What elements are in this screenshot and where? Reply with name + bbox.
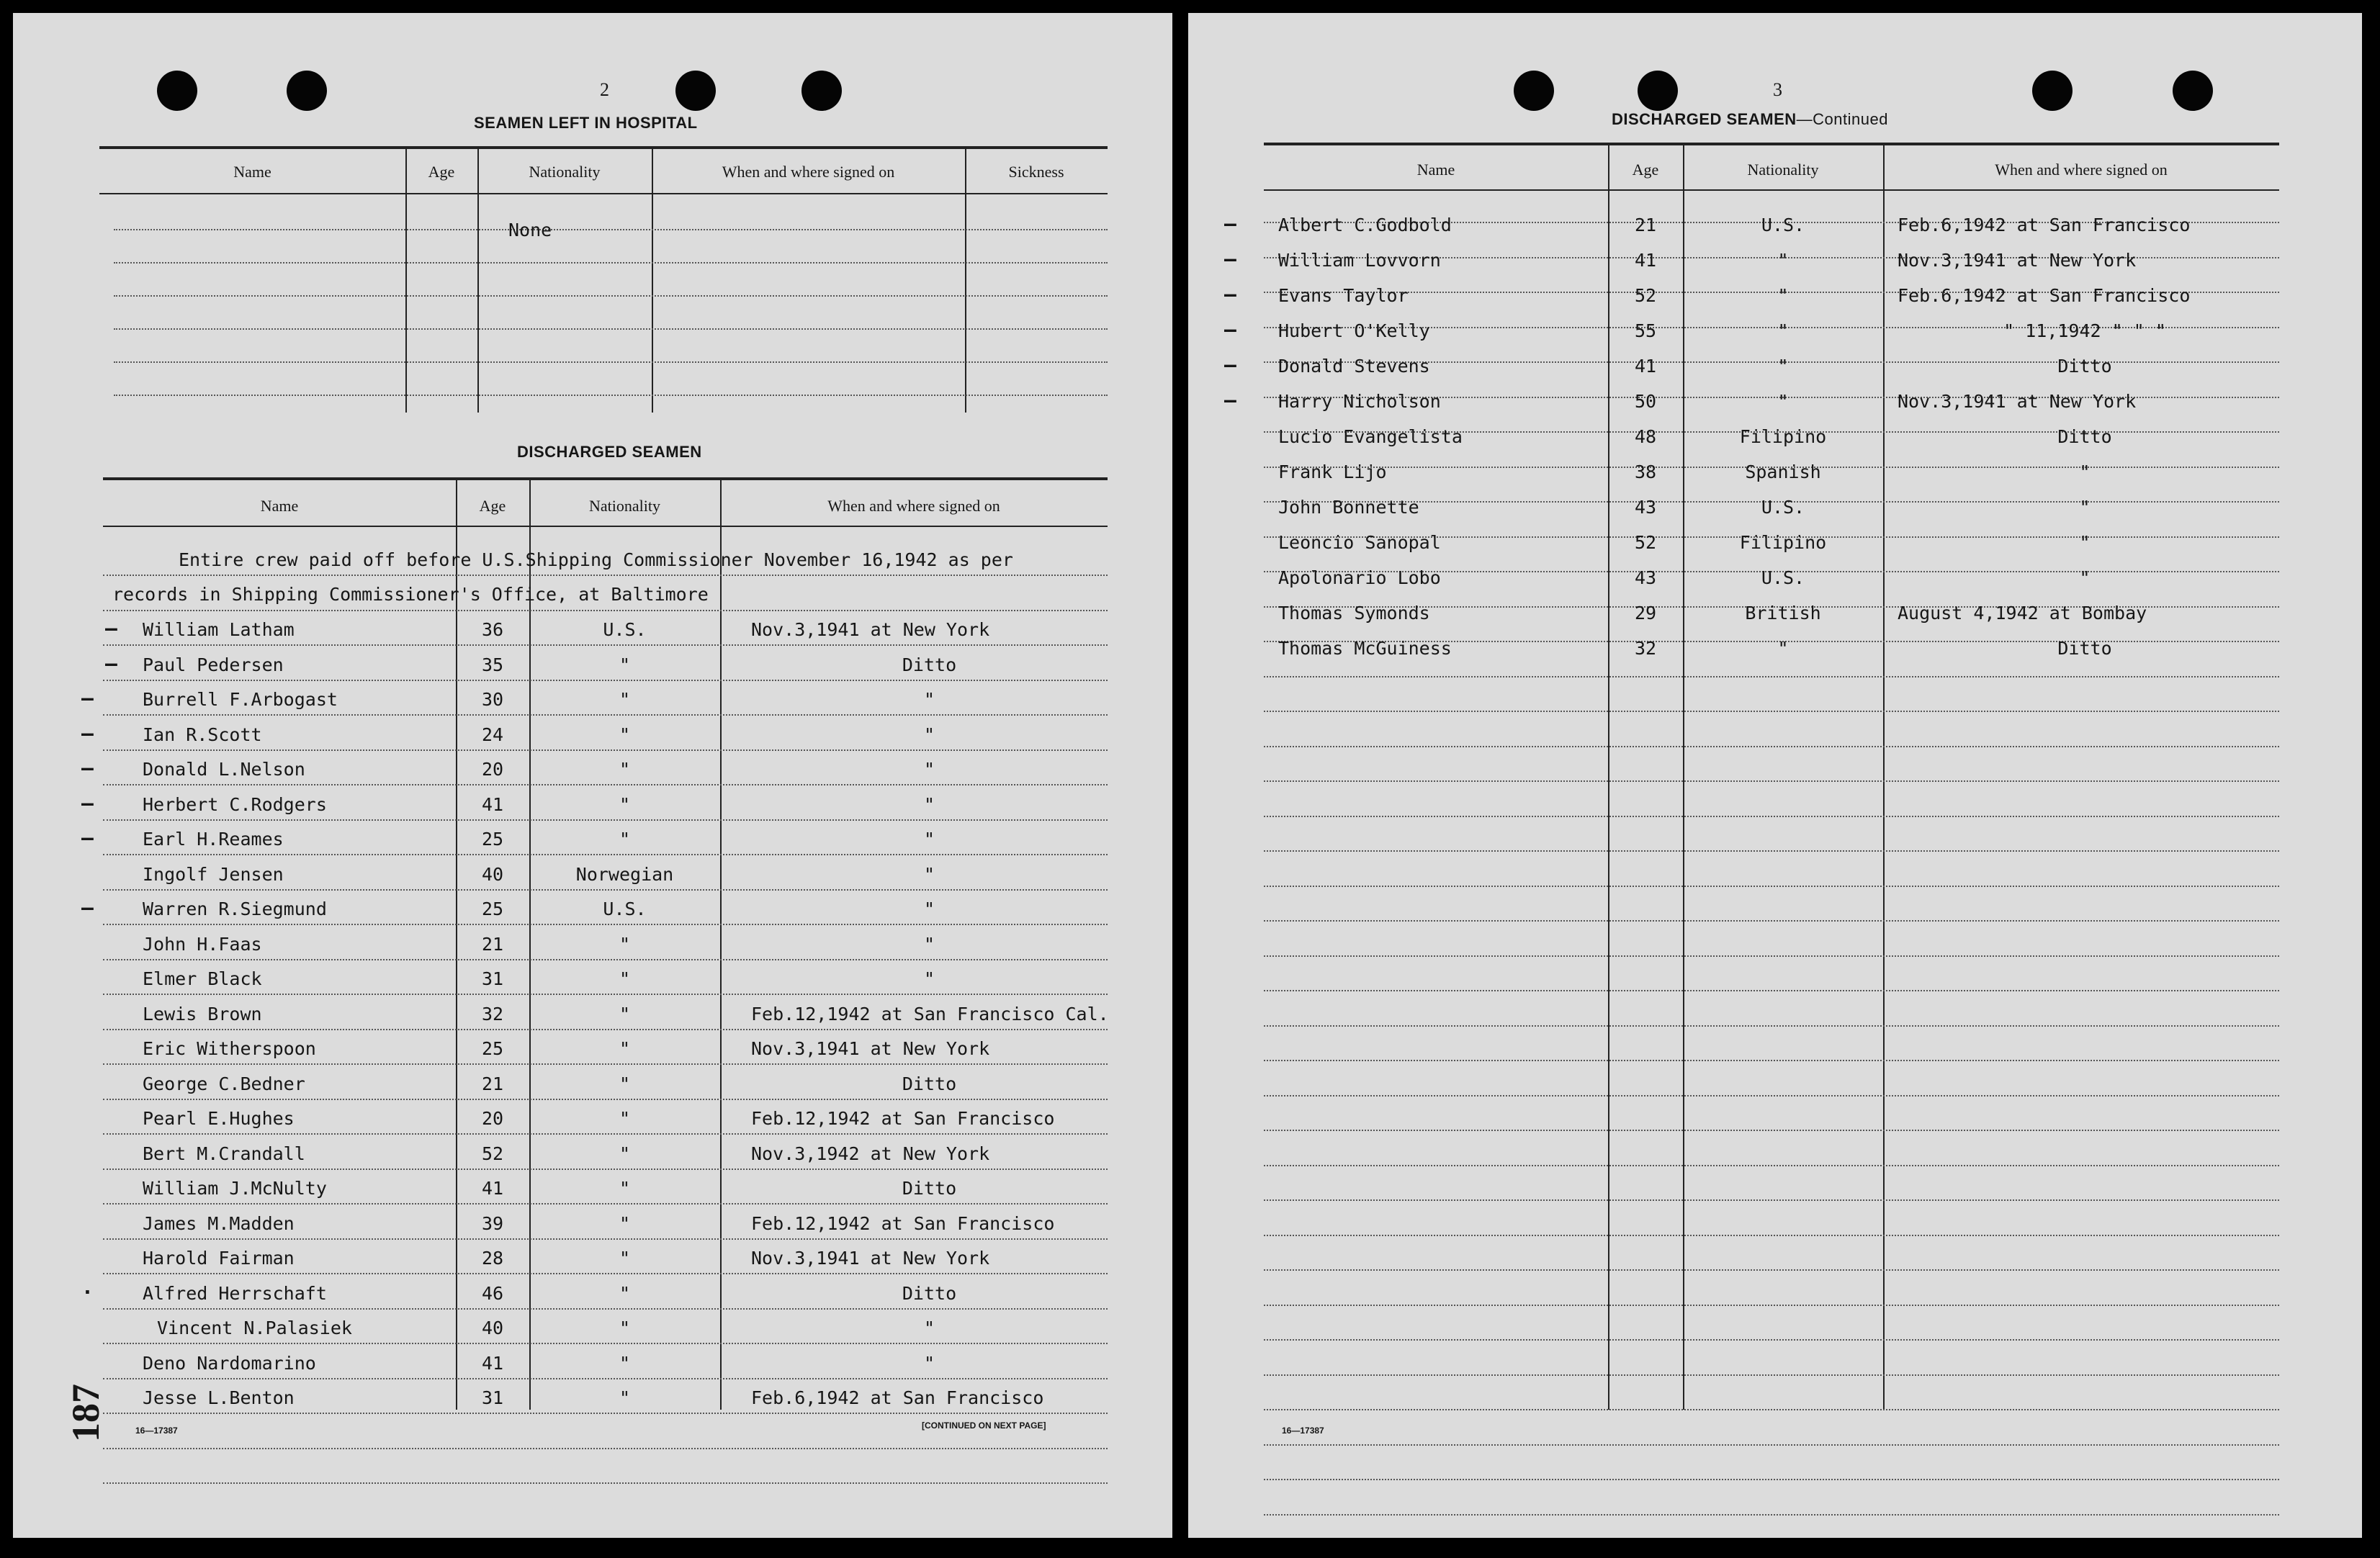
table-row <box>13 1318 1172 1346</box>
seaman-age: 28 <box>481 1248 504 1269</box>
check-mark: — <box>81 896 94 919</box>
seaman-nationality: Norwegian <box>575 863 674 885</box>
ruled-line <box>114 328 1108 330</box>
ruled-line <box>1264 990 2279 991</box>
seaman-age: 25 <box>481 899 504 919</box>
seaman-signed-on: " <box>923 724 935 745</box>
seaman-age: 40 <box>481 1318 504 1338</box>
punch-hole <box>1638 71 1678 111</box>
header-rule <box>103 526 1108 527</box>
seaman-age: 35 <box>481 654 504 675</box>
punch-hole <box>157 71 197 111</box>
seaman-nationality: " <box>619 1108 631 1129</box>
column-header: Nationality <box>1747 161 1819 179</box>
column-header: When and where signed on <box>827 497 1000 515</box>
seaman-age: 36 <box>481 619 504 640</box>
seaman-signed-on: Nov.3,1941 at New York <box>1898 391 2137 412</box>
table-row <box>13 616 1172 648</box>
column-header: Age <box>1632 161 1659 179</box>
table-row <box>1188 353 2362 384</box>
seaman-nationality: U.S. <box>1761 215 1805 235</box>
seaman-nationality: " <box>619 1212 631 1234</box>
seaman-signed-on: " <box>923 689 935 710</box>
table-row <box>13 1248 1172 1276</box>
check-mark: — <box>105 616 117 640</box>
seaman-signed-on: " <box>2079 532 2091 553</box>
seaman-age: 52 <box>1634 285 1657 306</box>
seaman-nationality: Spanish <box>1745 461 1821 482</box>
punch-hole <box>1514 71 1554 111</box>
seaman-name: Lucio Evangelista <box>1278 426 1463 447</box>
seaman-name: Deno Nardomarino <box>143 1352 316 1374</box>
page-stamp: 187 <box>64 1384 107 1442</box>
seaman-nationality: " <box>619 724 631 745</box>
ruled-line <box>1264 1095 2279 1097</box>
right-title: DISCHARGED SEAMEN—Continued <box>1612 110 1888 128</box>
check-mark: — <box>81 721 94 745</box>
seaman-signed-on: Feb.12,1942 at San Francisco <box>751 1212 1055 1234</box>
seaman-nationality: U.S. <box>603 899 647 919</box>
seaman-age: 30 <box>481 689 504 710</box>
seaman-nationality: U.S. <box>603 619 647 640</box>
seaman-age: 43 <box>1634 497 1657 518</box>
seaman-name: Ingolf Jensen <box>143 863 284 885</box>
table-row <box>1188 388 2362 420</box>
seaman-name: Thomas McGuiness <box>1278 638 1452 659</box>
check-mark: — <box>1224 318 1236 341</box>
column-header: Age <box>479 497 506 515</box>
seaman-signed-on: Ditto <box>2057 426 2112 447</box>
seaman-nationality: " <box>619 1178 631 1199</box>
seaman-signed-on: Feb.12,1942 at San Francisco Cal. <box>751 1003 1109 1025</box>
ruled-line <box>1264 780 2279 782</box>
seaman-age: 48 <box>1634 426 1657 447</box>
seaman-age: 50 <box>1634 391 1657 412</box>
check-mark: — <box>1224 388 1236 412</box>
right-page <box>1188 13 2362 1538</box>
seaman-age: 41 <box>481 793 504 815</box>
seaman-name: Herbert C.Rodgers <box>143 793 327 815</box>
seaman-signed-on: " <box>923 933 935 955</box>
table-row <box>13 1108 1172 1137</box>
seaman-nationality: " <box>619 1073 631 1094</box>
seaman-nationality: " <box>619 829 631 850</box>
seaman-name: George C.Bedner <box>143 1073 305 1094</box>
ruled-line <box>114 262 1108 264</box>
seaman-name: Thomas Symonds <box>1278 603 1430 623</box>
ruled-line <box>114 395 1108 396</box>
seaman-age: 41 <box>481 1352 504 1374</box>
table-row <box>13 1178 1172 1207</box>
column-header: Name <box>260 497 299 515</box>
check-mark: — <box>1224 212 1236 235</box>
seaman-name: Evans Taylor <box>1278 285 1409 306</box>
seaman-age: 31 <box>481 968 504 989</box>
note-line-1: Entire crew paid off before U.S.Shipping Commissioner November 16,1942 as per <box>179 549 1013 570</box>
table-row <box>1188 282 2362 314</box>
seaman-signed-on: Ditto <box>902 1073 957 1094</box>
column-header: Name <box>233 163 271 181</box>
seaman-nationality: " <box>1777 285 1789 306</box>
seaman-age: 21 <box>481 1073 504 1094</box>
table-row <box>1188 212 2362 243</box>
left-page <box>13 13 1172 1538</box>
seaman-nationality: U.S. <box>1761 497 1805 518</box>
seaman-name: James M.Madden <box>143 1212 295 1234</box>
table-row <box>1188 567 2362 596</box>
ruled-line <box>1264 1444 2279 1446</box>
seaman-age: 21 <box>1634 215 1657 235</box>
seaman-nationality: " <box>619 654 631 675</box>
column-header: Name <box>1416 161 1455 179</box>
seaman-name: Jesse L.Benton <box>143 1387 295 1408</box>
table-row <box>1188 638 2362 667</box>
seaman-signed-on: " <box>923 1318 935 1338</box>
seaman-nationality: Filipino <box>1739 532 1827 553</box>
ruled-line <box>103 1482 1108 1484</box>
seaman-signed-on: Feb.12,1942 at San Francisco <box>751 1108 1055 1129</box>
seaman-name: William Lovvorn <box>1278 250 1441 271</box>
seaman-nationality: " <box>619 933 631 955</box>
table-row <box>1188 426 2362 455</box>
seaman-name: Warren R.Siegmund <box>143 899 327 919</box>
ruled-line <box>1264 1514 2279 1516</box>
seaman-age: 41 <box>1634 356 1657 377</box>
seaman-nationality: " <box>619 1248 631 1269</box>
ruled-line <box>1264 1479 2279 1480</box>
ruled-line <box>103 575 1108 576</box>
ruled-line <box>1264 1374 2279 1376</box>
seaman-age: 40 <box>481 863 504 885</box>
seaman-nationality: " <box>1777 391 1789 412</box>
seaman-nationality: " <box>619 793 631 815</box>
ruled-line <box>114 229 1108 230</box>
seaman-name: Donald Stevens <box>1278 356 1430 377</box>
header-rule <box>1264 189 2279 191</box>
table-row <box>13 1353 1172 1382</box>
seaman-signed-on: August 4,1942 at Bombay <box>1898 603 2147 623</box>
page-number: 3 <box>1773 79 1782 100</box>
seaman-signed-on: Nov.3,1941 at New York <box>1898 250 2137 271</box>
check-mark: — <box>81 826 94 850</box>
seaman-name: Apolonario Lobo <box>1278 567 1441 588</box>
seaman-age: 32 <box>481 1003 504 1025</box>
seaman-signed-on: " 11,1942 " " " <box>2003 320 2166 341</box>
seaman-name: Eric Witherspoon <box>143 1038 316 1059</box>
table-row <box>1188 532 2362 561</box>
seaman-nationality: " <box>619 1352 631 1374</box>
seaman-name: Pearl E.Hughes <box>143 1108 295 1129</box>
seaman-nationality: " <box>619 1143 631 1164</box>
ruled-line <box>1264 955 2279 957</box>
seaman-age: 20 <box>481 759 504 780</box>
seaman-age: 20 <box>481 1108 504 1129</box>
seaman-name: Leoncio Sanopal <box>1278 532 1441 553</box>
hospital-title: SEAMEN LEFT IN HOSPITAL <box>474 114 698 132</box>
column-header: When and where signed on <box>1995 161 2168 179</box>
ruled-line <box>1264 1025 2279 1027</box>
ruled-line <box>1264 1339 2279 1341</box>
seaman-age: 24 <box>481 724 504 745</box>
ruled-line <box>103 610 1108 611</box>
seaman-nationality: " <box>619 1318 631 1338</box>
ruled-line <box>1264 711 2279 712</box>
form-number: 16—17387 <box>1282 1426 1324 1436</box>
table-row <box>13 826 1172 857</box>
table-row <box>1188 497 2362 526</box>
ruled-line <box>1264 746 2279 747</box>
seaman-signed-on: Feb.6,1942 at San Francisco <box>1898 285 2191 306</box>
punch-hole <box>2032 71 2073 111</box>
ruled-line <box>1264 1060 2279 1061</box>
seaman-nationality: " <box>1777 356 1789 377</box>
table-row <box>1188 247 2362 279</box>
seaman-name: Vincent N.Palasiek <box>157 1318 352 1338</box>
seaman-signed-on: " <box>923 759 935 780</box>
check-mark: — <box>105 651 117 675</box>
seaman-name: Elmer Black <box>143 968 262 989</box>
discharged-title: DISCHARGED SEAMEN <box>517 443 702 461</box>
seaman-signed-on: Nov.3,1941 at New York <box>751 1038 990 1059</box>
seaman-name: Lewis Brown <box>143 1003 262 1025</box>
punch-hole <box>2173 71 2213 111</box>
seaman-signed-on: " <box>923 863 935 885</box>
seaman-signed-on: Ditto <box>902 654 957 675</box>
table-row <box>13 1004 1172 1032</box>
seaman-age: 46 <box>481 1282 504 1304</box>
seaman-nationality: " <box>619 1387 631 1408</box>
seaman-signed-on: " <box>923 968 935 989</box>
ruled-line <box>1264 1409 2279 1410</box>
seaman-name: John Bonnette <box>1278 497 1419 518</box>
note-line-2: records in Shipping Commissioner's Office, at Baltimore <box>112 584 709 605</box>
seaman-name: Albert C.Godbold <box>1278 215 1452 235</box>
punch-hole <box>801 71 842 111</box>
page-number: 2 <box>600 79 609 100</box>
seaman-nationality: " <box>619 1038 631 1059</box>
table-row <box>13 968 1172 997</box>
ruled-line <box>1264 886 2279 887</box>
check-mark: · <box>81 1279 94 1304</box>
table-row <box>13 651 1172 683</box>
ruled-line <box>1264 1269 2279 1271</box>
seaman-age: 29 <box>1634 603 1657 623</box>
check-mark: — <box>1224 247 1236 271</box>
seaman-signed-on: " <box>923 899 935 919</box>
seaman-signed-on: Ditto <box>2057 638 2112 659</box>
table-row <box>13 864 1172 893</box>
seaman-nationality: " <box>619 968 631 989</box>
seaman-name: Donald L.Nelson <box>143 759 305 780</box>
seaman-age: 38 <box>1634 461 1657 482</box>
table-row <box>13 896 1172 927</box>
table-row <box>13 721 1172 753</box>
table-row <box>1188 603 2362 631</box>
seaman-signed-on: " <box>2079 461 2091 482</box>
ruled-line <box>1264 1199 2279 1201</box>
seaman-age: 31 <box>481 1387 504 1408</box>
seaman-signed-on: Feb.6,1942 at San Francisco <box>751 1387 1044 1408</box>
seaman-name: Ian R.Scott <box>143 724 262 745</box>
ruled-line <box>1264 1235 2279 1236</box>
table-row <box>13 1213 1172 1242</box>
ruled-line <box>1264 850 2279 852</box>
seaman-name: Earl H.Reames <box>143 829 284 850</box>
table-row <box>13 791 1172 823</box>
table-top-rule <box>1264 143 2279 145</box>
seaman-nationality: " <box>619 689 631 710</box>
column-divider <box>652 146 653 413</box>
seaman-age: 25 <box>481 829 504 850</box>
seaman-nationality: Filipino <box>1739 426 1827 447</box>
seaman-name: John H.Faas <box>143 933 262 955</box>
seaman-signed-on: " <box>2079 497 2091 518</box>
ruled-line <box>1264 676 2279 677</box>
column-header: When and where signed on <box>722 163 895 181</box>
column-divider <box>477 146 479 413</box>
table-row <box>13 1387 1172 1416</box>
seaman-signed-on: Ditto <box>902 1178 957 1199</box>
seaman-nationality: " <box>1777 320 1789 341</box>
seaman-name: Frank Lijo <box>1278 461 1387 482</box>
table-top-rule <box>99 146 1108 149</box>
form-number: 16—17387 <box>135 1426 178 1436</box>
punch-hole <box>675 71 716 111</box>
seaman-signed-on: Nov.3,1941 at New York <box>751 1248 990 1269</box>
table-row <box>1188 461 2362 490</box>
seaman-signed-on: " <box>923 1352 935 1374</box>
ruled-line <box>1264 1130 2279 1131</box>
seaman-name: Bert M.Crandall <box>143 1143 305 1164</box>
seaman-signed-on: Nov.3,1941 at New York <box>751 619 990 640</box>
seaman-age: 52 <box>1634 532 1657 553</box>
seaman-nationality: " <box>619 1282 631 1304</box>
table-row <box>13 934 1172 963</box>
seaman-name: Alfred Herrschaft <box>143 1282 327 1304</box>
ruled-line <box>1264 1165 2279 1166</box>
table-row <box>1188 320 2362 349</box>
column-divider <box>965 146 966 413</box>
seaman-name: Harry Nicholson <box>1278 391 1441 412</box>
column-header: Nationality <box>589 497 660 515</box>
ruled-line <box>1264 1305 2279 1306</box>
table-row <box>13 756 1172 788</box>
seaman-signed-on: " <box>2079 567 2091 588</box>
seaman-nationality: " <box>1777 250 1789 271</box>
ruled-line <box>1264 920 2279 922</box>
seaman-signed-on: Feb.6,1942 at San Francisco <box>1898 215 2191 235</box>
seaman-signed-on: " <box>923 829 935 850</box>
table-row <box>13 1073 1172 1102</box>
seaman-name: Burrell F.Arbogast <box>143 689 338 710</box>
punch-hole <box>287 71 327 111</box>
header-rule <box>99 193 1108 194</box>
check-mark: — <box>81 686 94 710</box>
table-row <box>13 1143 1172 1172</box>
seaman-nationality: " <box>619 759 631 780</box>
seaman-signed-on: Ditto <box>902 1282 957 1304</box>
seaman-age: 39 <box>481 1212 504 1234</box>
seaman-age: 41 <box>1634 250 1657 271</box>
ruled-line <box>103 1448 1108 1449</box>
seaman-name: Hubert O'Kelly <box>1278 320 1430 341</box>
seaman-nationality: " <box>1777 638 1789 659</box>
seaman-age: 41 <box>481 1178 504 1199</box>
check-mark: — <box>1224 353 1236 377</box>
seaman-nationality: " <box>619 1003 631 1025</box>
seaman-age: 25 <box>481 1038 504 1059</box>
ruled-line <box>114 295 1108 297</box>
seaman-nationality: British <box>1745 603 1821 623</box>
seaman-signed-on: " <box>923 793 935 815</box>
seaman-age: 32 <box>1634 638 1657 659</box>
seaman-name: William Latham <box>143 619 295 640</box>
seaman-signed-on: Ditto <box>2057 356 2112 377</box>
seaman-name: William J.McNulty <box>143 1178 327 1199</box>
ruled-line <box>114 361 1108 363</box>
hospital-none: None <box>508 220 552 240</box>
seaman-age: 43 <box>1634 567 1657 588</box>
check-mark: — <box>81 756 94 780</box>
seaman-signed-on: Nov.3,1942 at New York <box>751 1143 990 1164</box>
check-mark: — <box>81 791 94 815</box>
seaman-age: 52 <box>481 1143 504 1164</box>
column-header: Age <box>428 163 455 181</box>
seaman-age: 55 <box>1634 320 1657 341</box>
ruled-line <box>1264 816 2279 817</box>
seaman-name: Paul Pedersen <box>143 654 284 675</box>
seaman-age: 21 <box>481 933 504 955</box>
table-row <box>13 1279 1172 1312</box>
column-divider <box>405 146 407 413</box>
check-mark: — <box>1224 282 1236 306</box>
seaman-name: Harold Fairman <box>143 1248 295 1269</box>
table-row <box>13 1038 1172 1067</box>
table-top-rule <box>103 477 1108 480</box>
seaman-nationality: U.S. <box>1761 567 1805 588</box>
continued-note: [CONTINUED ON NEXT PAGE] <box>922 1420 1046 1431</box>
column-header: Nationality <box>529 163 601 181</box>
column-header: Sickness <box>1008 163 1064 181</box>
table-row <box>13 686 1172 718</box>
